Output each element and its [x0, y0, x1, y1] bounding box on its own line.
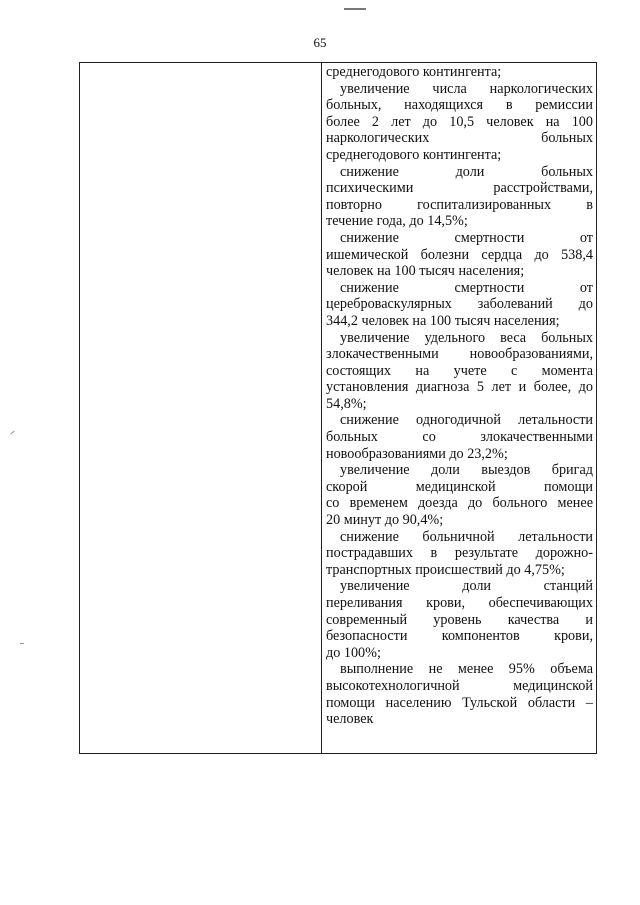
- text-line-content: человек: [326, 711, 374, 728]
- text-line: [326, 462, 593, 479]
- text-line: [326, 562, 593, 579]
- text-line: [326, 661, 593, 678]
- text-line: [326, 429, 593, 446]
- text-line: [326, 545, 593, 562]
- text-line-content: психическими расстройствами,: [326, 180, 593, 197]
- text-line-content: злокачественными новообразованиями,: [326, 346, 593, 363]
- text-line-content: снижение доли больных: [340, 163, 593, 180]
- text-line-content: среднегодового контингента;: [326, 64, 502, 80]
- text-line-content: 54,8%;: [326, 395, 367, 412]
- text-line-content: больных, находящихся в ремиссии: [326, 97, 593, 114]
- text-line: [326, 645, 593, 662]
- text-line: [326, 379, 593, 396]
- text-line-content: переливания крови, обеспечивающих: [326, 595, 593, 611]
- text-line-content: со временем доезда до больного менее: [326, 495, 593, 512]
- page-number: 65: [313, 35, 327, 50]
- text-line-content: повторно госпитализированных в: [326, 196, 593, 213]
- text-line: [326, 180, 593, 197]
- text-line-content: увеличение доли станций: [340, 578, 593, 595]
- text-line: [326, 446, 593, 463]
- text-line: [326, 628, 593, 645]
- text-line: [326, 363, 593, 380]
- text-line-content: безопасности компонентов крови,: [326, 628, 593, 645]
- text-line: [326, 529, 593, 546]
- text-line: [326, 313, 593, 330]
- text-line: [326, 346, 593, 363]
- text-line: [326, 678, 593, 695]
- text-line-content: наркологических больных: [326, 130, 593, 147]
- text-line: [326, 97, 593, 114]
- text-line: [326, 695, 593, 712]
- text-line-content: транспортных происшествий до 4,75%;: [326, 561, 565, 578]
- text-line-content: до 100%;: [326, 644, 381, 661]
- text-line: [326, 495, 593, 512]
- text-line-content: высокотехнологичной медицинской: [326, 677, 593, 694]
- scan-speck: [20, 643, 24, 644]
- text-line-content: выполнение не менее 95% объема: [340, 661, 593, 678]
- text-line: [326, 64, 593, 81]
- text-line-content: больных со злокачественными: [326, 429, 593, 446]
- text-line: [326, 114, 593, 131]
- text-line-content: снижение смертности от: [340, 279, 593, 296]
- text-line-content: увеличение числа наркологических: [340, 80, 593, 97]
- text-line: [326, 263, 593, 280]
- text-line: [326, 247, 593, 264]
- text-line: [326, 330, 593, 347]
- text-line: [326, 197, 593, 214]
- text-line: [326, 396, 593, 413]
- text-line: [326, 213, 593, 230]
- scan-speck: [10, 431, 14, 435]
- text-line-content: среднегодового контингента;: [326, 146, 502, 163]
- text-line-content: установления диагноза 5 лет и более, до: [326, 379, 593, 396]
- text-line: [326, 612, 593, 629]
- scan-mark: [344, 8, 366, 10]
- text-line: [326, 512, 593, 529]
- text-line-content: более 2 лет до 10,5 человек на 100: [326, 113, 593, 130]
- text-line-content: снижение одногодичной летальности: [340, 412, 593, 429]
- text-line: [326, 164, 593, 181]
- text-line-content: снижение больничной летальности: [340, 528, 593, 545]
- text-line-content: скорой медицинской помощи: [326, 478, 593, 495]
- text-line-content: течение года, до 14,5%;: [326, 213, 468, 230]
- text-line-content: человек на 100 тысяч населения;: [326, 263, 525, 280]
- text-line: [326, 578, 593, 595]
- text-line: [326, 230, 593, 247]
- text-line-content: пострадавших в результате дорожно-: [326, 545, 593, 562]
- text-line-content: 344,2 человек на 100 тысяч населения;: [326, 312, 560, 329]
- text-line-content: увеличение доли выездов бригад: [340, 462, 593, 479]
- text-line-content: увеличение удельного веса больных: [340, 329, 593, 346]
- indicator-table: [79, 62, 597, 754]
- text-line: [326, 130, 593, 147]
- text-line-content: цереброваскулярных заболеваний до: [326, 296, 593, 313]
- text-line: [326, 147, 593, 164]
- column-divider: [321, 63, 322, 753]
- text-line: [326, 280, 593, 297]
- text-line-content: современный уровень качества и: [326, 611, 593, 628]
- text-line: [326, 711, 593, 728]
- text-line-content: новообразованиями до 23,2%;: [326, 445, 508, 462]
- text-line: [326, 412, 593, 429]
- text-line: [326, 296, 593, 313]
- text-line-content: помощи населению Тульской области –: [326, 694, 593, 711]
- text-line-content: 20 минут до 90,4%;: [326, 512, 444, 529]
- text-line: [326, 479, 593, 496]
- text-line-content: ишемической болезни сердца до 538,4: [326, 246, 593, 263]
- text-line: [326, 81, 593, 98]
- text-line: [326, 595, 593, 612]
- text-line-content: состоящих на учете с момента: [326, 362, 593, 379]
- text-line-content: снижение смертности от: [340, 229, 593, 246]
- table-cell-right: [326, 64, 593, 728]
